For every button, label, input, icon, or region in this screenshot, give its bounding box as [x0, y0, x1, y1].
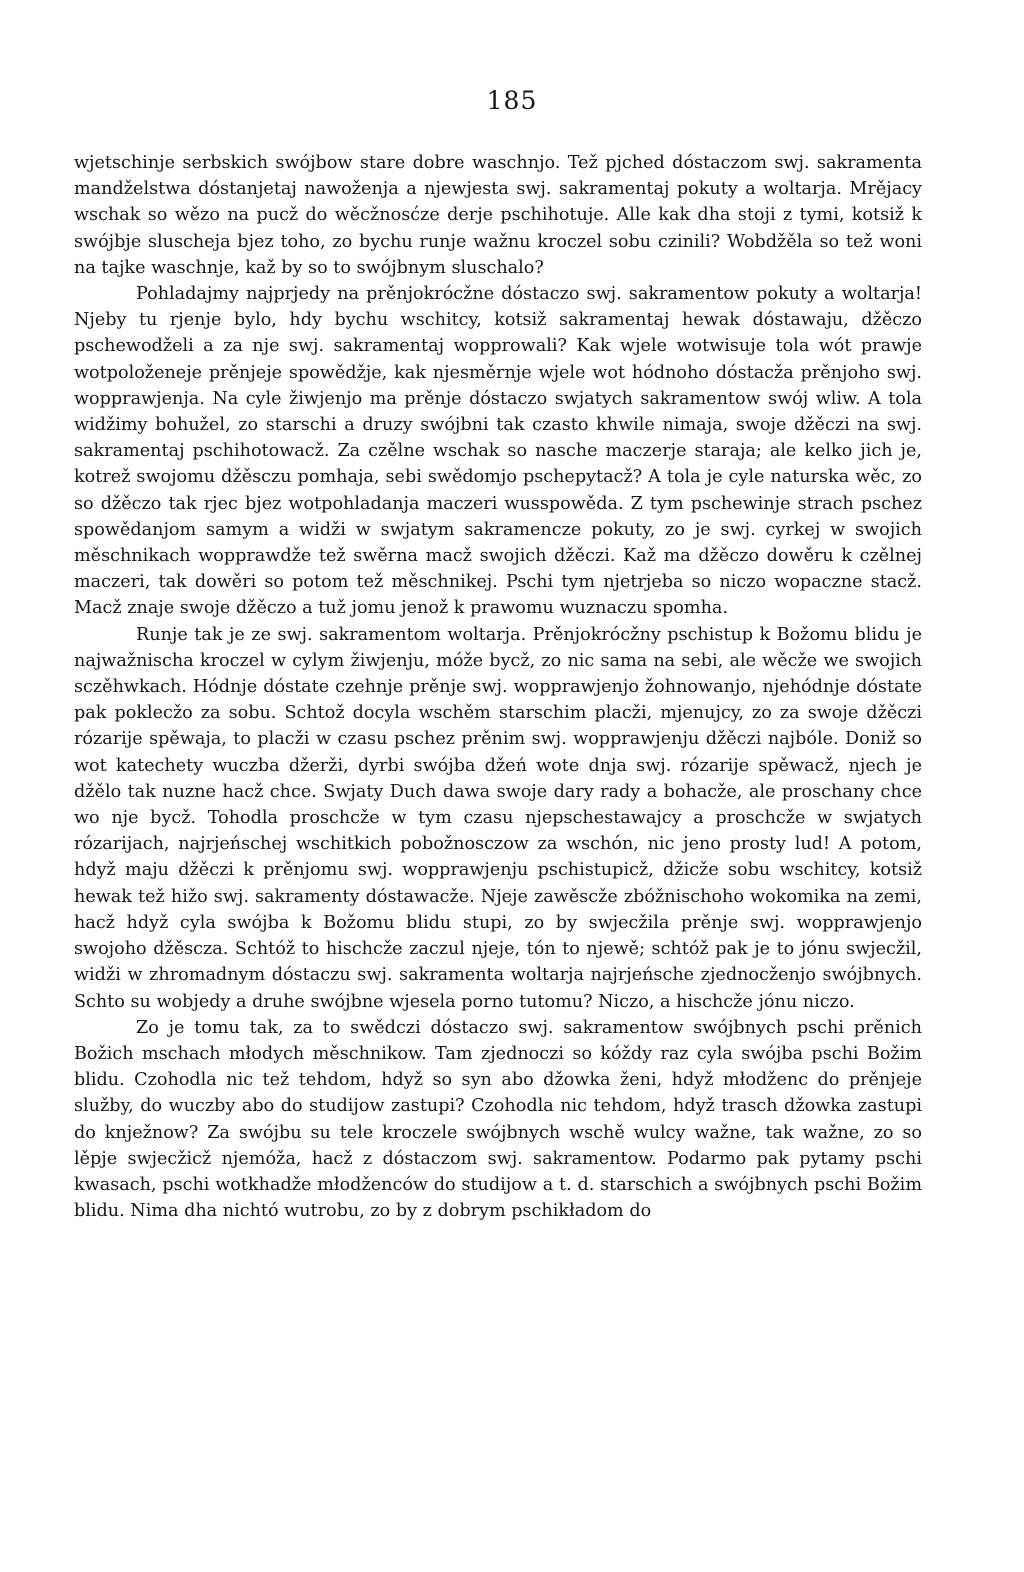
paragraph: Runje tak je ze swj. sakramentom woltarja. Prěnjokrócžny pschistup k Božomu blidu je najwažnischa kroczel w cylym žiwjenju, móže bycž, zo nic sama na sebi, ale wěcže we swojich sczěhwkach. Hódnje dóstate czehnje prěnje swj. wopprawjenjo žohnowanjo, njehódnje dóstate pak poklecžo za sobu. Schtož docyla wschěm starschim placži, mjenujcy, zo za swoje džěczi rózarije spěwaja, to placži w czasu pschez prěnim swj. wopprawjenju džěczi najbóle. Doniž so wot katechety wuczba džerži, dyrbi swójba džeń wote dnja swj. rózarije spěwacž, njech je džělo tak nuzne hacž chce. Swjaty Duch dawa swoje dary rady a bohacže, ale proschany chce wo nje bycž. Tohodla proschcže w tym czasu njepschestawajcy a proschcže w swjatych rózarijach, najrjeńschej wschitkich pobožnosczow za wschón, nic jeno prosty lud! A potom, hdyž maju džěczi k prěnjomu swj. wopprawjenju pschistupicž, džicže sobu wschitcy, kotsiž hewak tež hižo swj. sakramenty dóstawacže. Njeje zawěscže zbóžnischoho wokomika na zemi, hacž hdyž cyla swójba k Božomu blidu stupi, zo by swjecžila prěnje swj. wopprawjenjo swojoho džěsczа. Schtóž to hischcže zaczul njeje, tón to njewě; schtóž pak je to jónu swjecžil, widži w zhromadnym dóstaczu swj. sakramenta woltarja najrjeńsche zjednocženjo swójbnych. Schto su wobjedy a druhe swójbne wjesela porno tutomu? Niczo, a hischcže jónu niczo.: [74, 624, 922, 1012]
body-text: [74, 150, 922, 1224]
paragraph: Zo je tomu tak, za to swědczi dóstaczo swj. sakramentow swójbnych pschi prěnich Božich mschach młodych měschnikow. Tam zjednoczi so kóždy raz cyla swójba pschi Božim blidu. Czohodla nic tež tehdom, hdyž so syn abo džowka ženi, hdyž młodženc do prěnjeje služby, do wuczby abo do studijow zastupi? Czohodla nic tehdom, hdyž trasch džowka zastupi do knježnow? Za swójbu su tele kroczele swójbnych wschě wulcy wažne, tak wažne, zo so lěpje swjecžicž njemóža, hacž z dóstaczom swj. sakramentow. Podarmo pak pytamy pschi kwasach, pschi wotkhadže młodženców do studijow a t. d. starschich a swójbnych pschi Božim blidu. Nima dha nichtó wutrobu, zo by z dobrym pschikładom do: [74, 1017, 922, 1222]
paragraph: Pohladajmy najprjedy na prěnjokrócžne dóstaczo swj. sakramentow pokuty a woltarja! Njeby tu rjenje bylo, hdy bychu wschitcy, kotsiž sakramentaj hewak dóstawaju, džěczo pschewodželi a za nje swj. sakramentaj wopprowali? Kak wjele wotwisuje tola wót prawje wotpoloženeje prěnjeje spowědžje, kak njesměrnje wjele wot hódnoho dóstacža prěnjoho swj. wopprawjenja. Na cyle žiwjenjo ma prěnje dóstaczo swjatych sakramentow swój wliw. A tola widžimy bohužel, zo starschi a druzy swójbni tak czasto khwile nimaja, swoje džěczi na swj. sakramentaj pschihotowacž. Za czělne wschak so nasche maczerje staraja; ale kelko jich je, kotrež swojomu džěsczu pomhaja, sebi swědomjo pschepytacž? A tola je cyle naturska wěc, zo so džěczo tak rjec bjez wotpohladanja maczeri wusspowěda. Z tym pschewinje strach pschez spowědanjom samym a widži w swjatym sakramencze pokuty, zo je swj. cyrkej w swojich měschnikach wopprawdže tež swěrna macž swojich džěczi. Kaž ma džěczo dowěru k czělnej maczeri, tak dowěri so potom tež měschnikej. Pschi tym njetrjeba so niczo wopaczne stacž. Macž znaje swoje džěczo a tuž jomu jenož k prawomu wuznaczu spomha.: [74, 284, 922, 619]
paragraph: wjetschinje serbskich swójbow stare dobre waschnjo. Tež pjched dóstaczom swj. sakramenta mandželstwa dóstanjetaj nawoženja a njewjesta swj. sakramentaj pokuty a woltarja. Mrějacy wschak so wězo na pucž do wěcžnosćze derje pschihotuje. Alle kak dha stoji z tymi, kotsiž k swójbje sluscheja bjez toho, zo bychu runje wažnu kroczel sobu czinili? Wobdžěla so tež woni na tajke waschnje, kaž by so to swójbnym sluschalo?: [74, 153, 922, 278]
page-number: 185: [486, 86, 538, 115]
